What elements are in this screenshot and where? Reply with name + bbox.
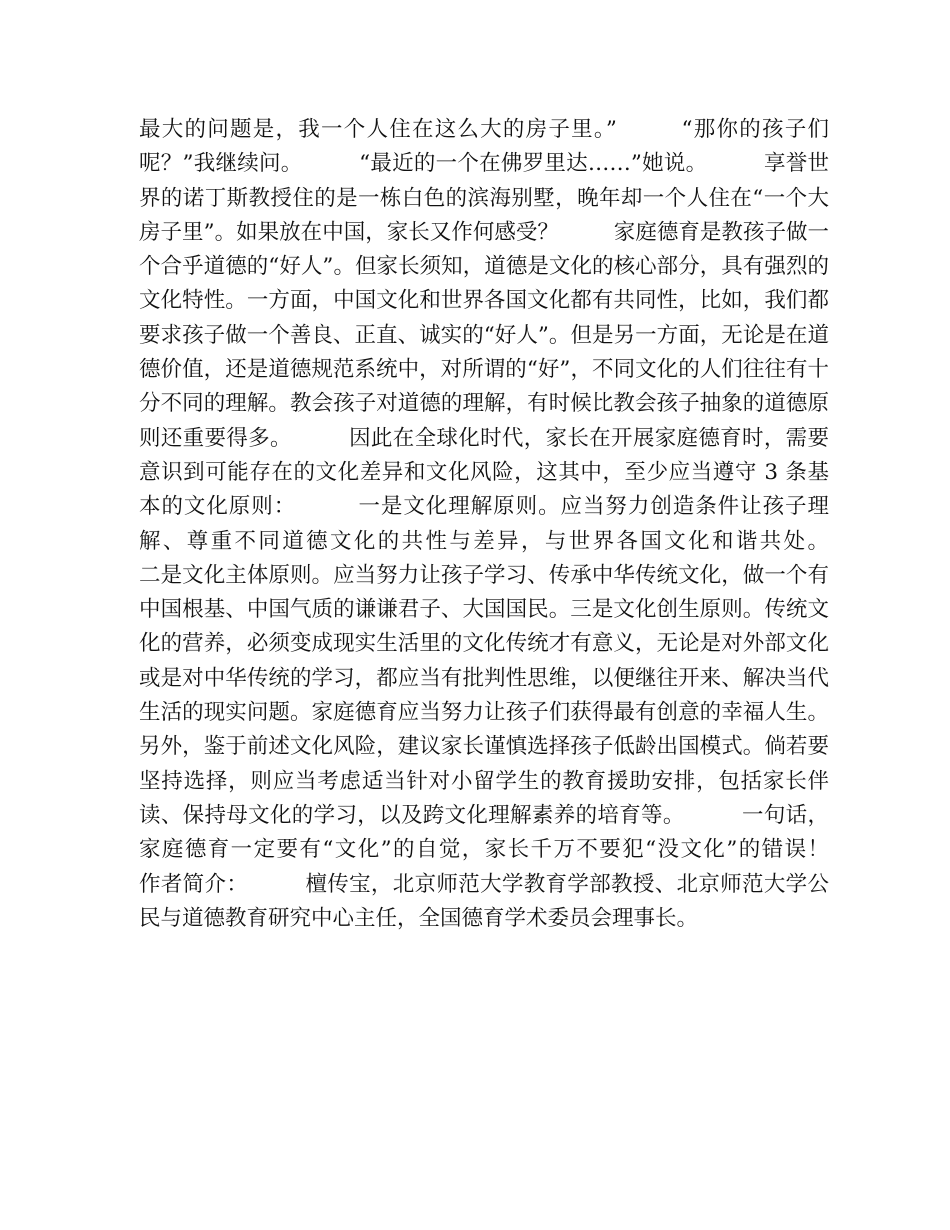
article-body-paragraph: 最大的问题是，我一个人住在这么大的房子里。” “那你的孩子们呢？”我继续问。 “最近的一个在佛罗里达……”她说。 享誉世界的诺丁斯教授住的是一栋白色的滨海别墅，晚年却一个人住在“一个大房子里”。如果放在中国，家长又作何感受？ 家庭德育是教孩子做一个合乎道德的“好人”。但家长须知，道德是文化的核心部分，具有强烈的文化特性。一方面，中国文化和世界各国文化都有共同性，比如，我们都要求孩子做一个善良、正直、诚实的“好人”。但是另一方面，无论是在道德价值，还是道德规范系统中，对所谓的“好”，不同文化的人们往往有十分不同的理解。教会孩子对道德的理解，有时候比教会孩子抽象的道德原则还重要得多。 因此在全球化时代，家长在开展家庭德育时，需要意识到可能存在的文化差异和文化风险，这其中，至少应当遵守 3 条基本的文化原则： 一是文化理解原则。应当努力创造条件让孩子理解、尊重不同道德文化的共性与差异，与世界各国文化和谐共处。 二是文化主体原则。应当努力让孩子学习、传承中华传统文化，做一个有中国根基、中国气质的谦谦君子、大国国民。三是文化创生原则。传统文化的营养，必须变成现实生活里的文化传统才有意义，无论是对外部文化或是对中华传统的学习，都应当有批判性思维，以便继往开来、解决当代生活的现实问题。家庭德育应当努力让孩子们获得最有创意的幸福人生。 另外，鉴于前述文化风险，建议家长谨慎选择孩子低龄出国模式。倘若要坚持选择，则应当考虑适当针对小留学生的教育援助安排，包括家长伴读、保持母文化的学习，以及跨文化理解素养的培育等。 一句话，家庭德育一定要有“文化”的自觉，家长千万不要犯“没文化”的错误！ 作者简介： 檀传宝，北京师范大学教育学部教授、北京师范大学公民与道德教育研究中心主任，全国德育学术委员会理事长。 <box>139 117 884 931</box>
